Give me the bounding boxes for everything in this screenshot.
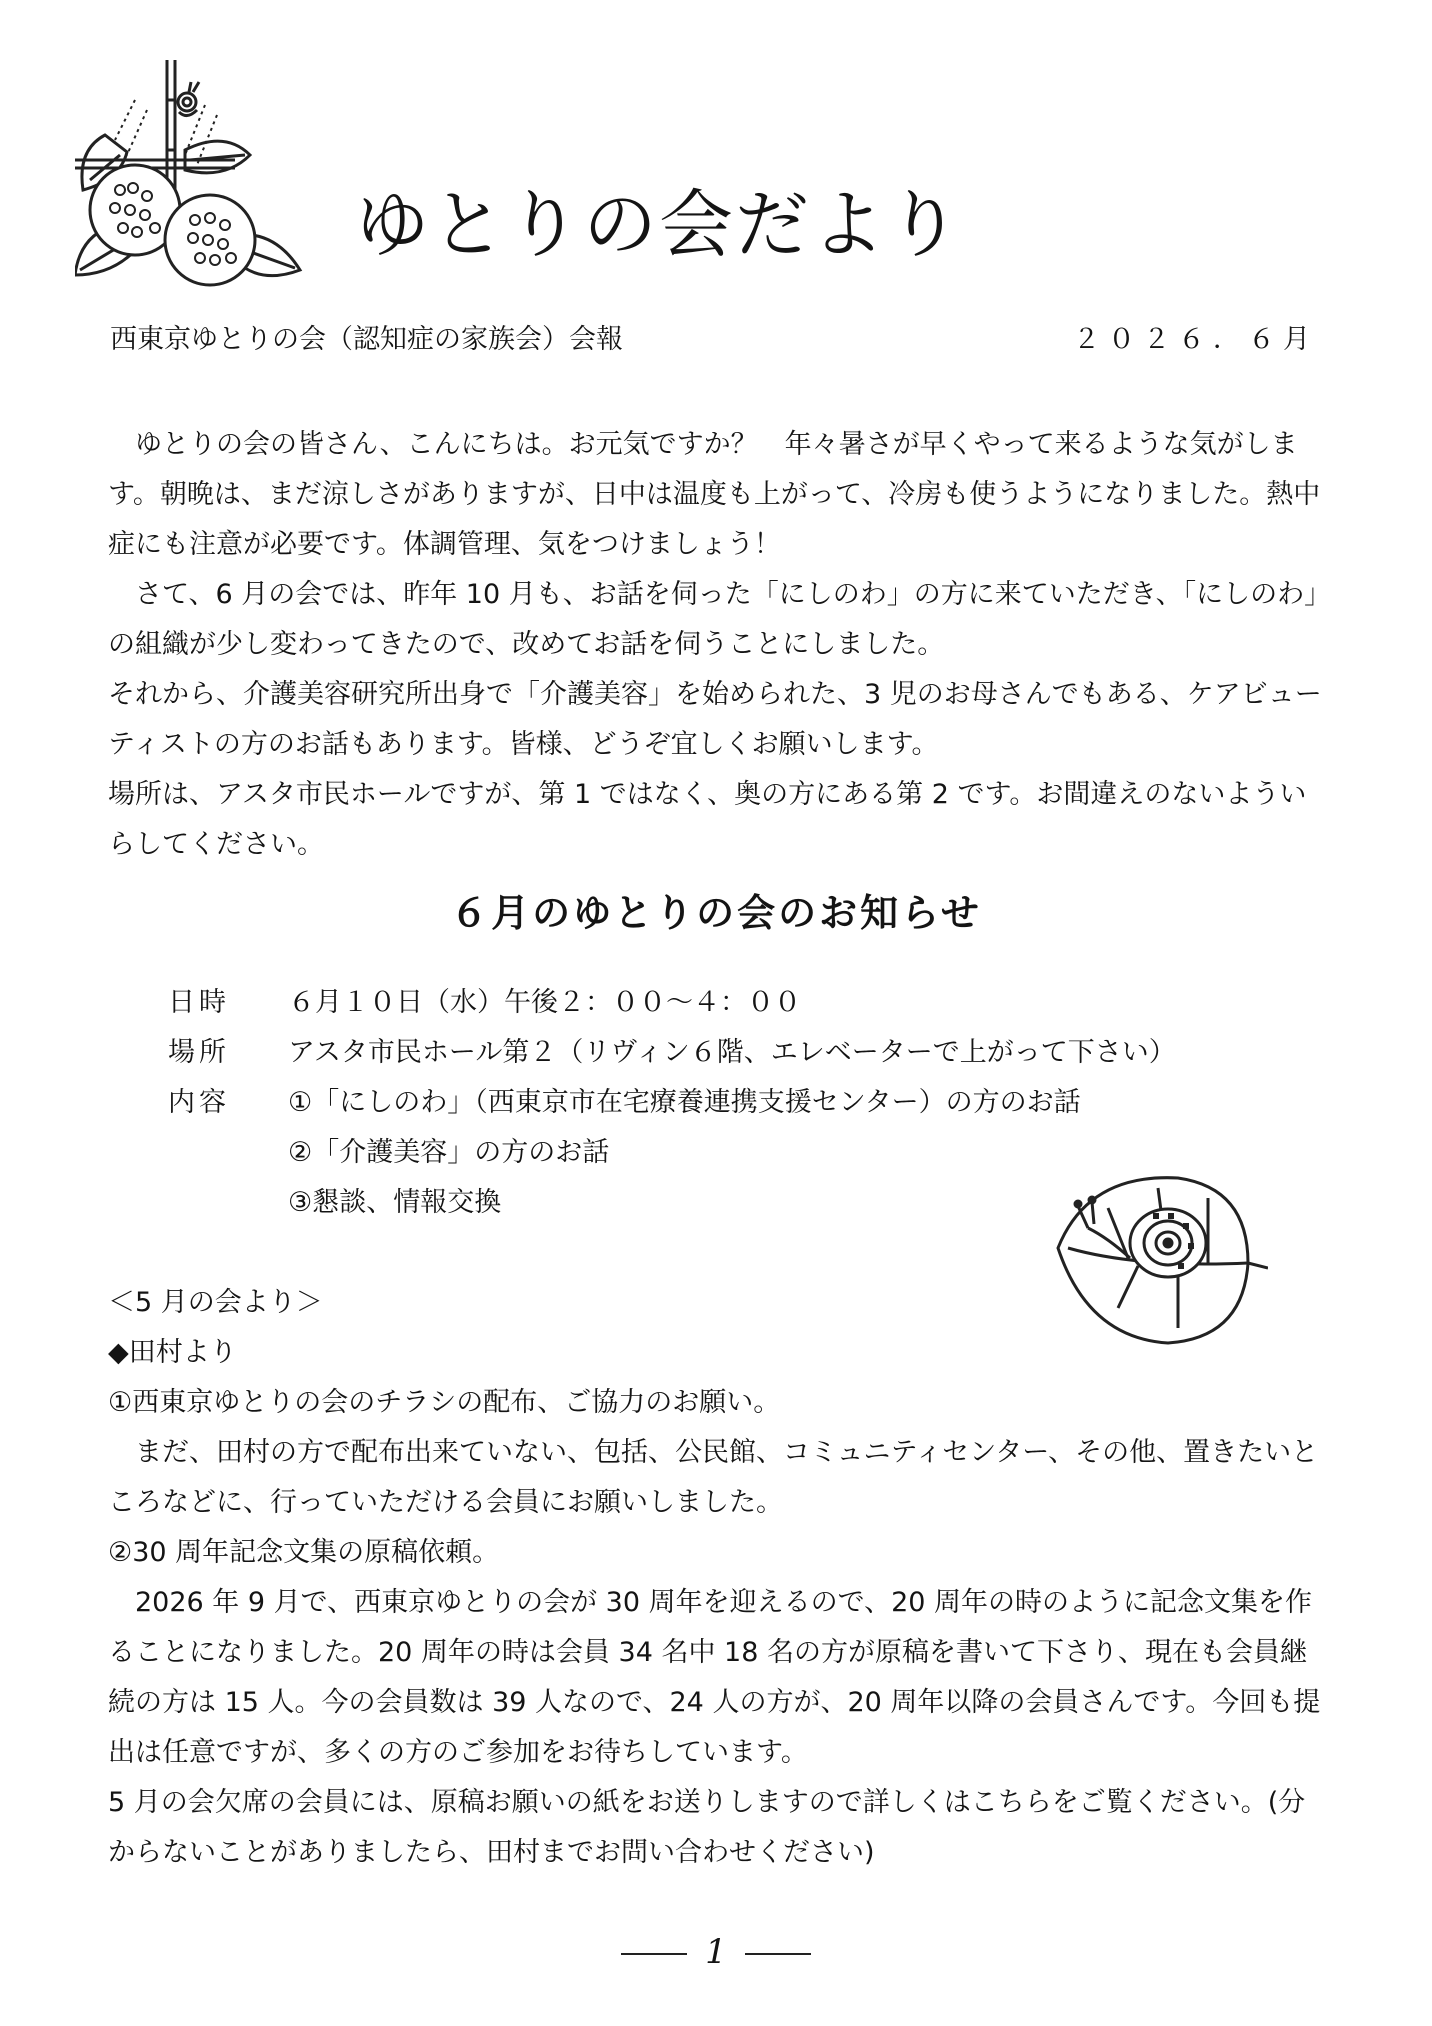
- event-content-item: ②「介護美容」の方のお話: [288, 1137, 610, 1168]
- event-content-item: ③懇談、情報交換: [288, 1187, 502, 1218]
- page-number-dash-left: [621, 1953, 687, 1955]
- intro-paragraph: ゆとりの会の皆さん、こんにちは。お元気ですか？ 年々暑さが早くやって来るような気がします。朝晩は、まだ涼しさがありますが、日中は温度も上がって、冷房も使うようになりました。熱中症にも注意が必要です。体調管理、気をつけましょう！: [108, 429, 1321, 560]
- event-content-label: 内容: [168, 1087, 230, 1118]
- may-report-heading: ＜5 月の会より＞: [108, 1287, 323, 1318]
- event-place-row: [168, 1028, 1176, 1078]
- event-place-value: アスタ市民ホール第２（リヴィン６階、エレベーターで上がって下さい）: [288, 1037, 1176, 1068]
- event-datetime-row: [168, 978, 1176, 1028]
- event-content-item: ①「にしのわ」（西東京市在宅療養連携支援センター）の方のお話: [288, 1087, 1081, 1118]
- newsletter-title: ゆとりの会だより: [355, 182, 963, 268]
- may-report-item-body: まだ、田村の方で配布出来ていない、包括、公民館、コミュニティセンター、その他、置きたいところなどに、行っていただける会員にお願いしました。: [108, 1437, 1319, 1518]
- newsletter-subtitle: 西東京ゆとりの会（認知症の家族会）会報: [110, 324, 623, 355]
- notice-heading: ６月のゆとりの会のお知らせ: [450, 891, 982, 935]
- intro-paragraph: 場所は、アスタ市民ホールですが、第 1 ではなく、奥の方にある第 2 です。お間違えのないよういらしてください。: [108, 779, 1307, 860]
- intro-paragraph: それから、介護美容研究所出身で「介護美容」を始められた、3 児のお母さんでもある、ケアビューティストの方のお話もあります。皆様、どうぞ宜しくお願いします。: [108, 679, 1322, 760]
- may-report-item-title: ①西東京ゆとりの会のチラシの配布、ご協力のお願い。: [108, 1387, 781, 1418]
- hydrangea-snail-illustration: [75, 60, 320, 290]
- event-content-row: [168, 1078, 1176, 1128]
- event-place-label: 場所: [168, 1037, 230, 1068]
- page-number-value: 1: [705, 1932, 727, 1972]
- may-report-item-title: ②30 周年記念文集の原稿依頼。: [108, 1537, 500, 1568]
- page-number: [0, 1932, 1432, 1972]
- event-datetime-label: 日時: [168, 987, 230, 1018]
- may-report-item-note: 5 月の会欠席の会員には、原稿お願いの紙をお送りしますので詳しくはこちらをご覧ください。(分からないことがありましたら、田村までお問い合わせください): [108, 1787, 1306, 1868]
- event-datetime-value: ６月１０日（水）午後２：００～４：００: [288, 987, 801, 1018]
- may-report-item-body: 2026 年 9 月で、西東京ゆとりの会が 30 周年を迎えるので、20 周年の時のように記念文集を作ることになりました。20 周年の時は会員 34 名中 18 名の方が原稿を書いて下さり、現在も会員継続の方は 15 人。今の会員数は 39 人なので、24 人の方が、20 周年以降の会員さんです。今回も提出は任意ですが、多くの方のご参加をお待ちしています。: [108, 1587, 1321, 1768]
- page-number-dash-right: [745, 1953, 811, 1955]
- intro-section: [108, 420, 1328, 870]
- issue-date: ２０２６．６月: [1073, 324, 1318, 355]
- may-report-from: ◆田村より: [108, 1337, 237, 1368]
- event-details: [168, 978, 1176, 1228]
- intro-paragraph: さて、6 月の会では、昨年 10 月も、お話を伺った「にしのわ」の方に来ていただき、「にしのわ」の組織が少し変わってきたので、改めてお話を伺うことにしました。: [108, 579, 1318, 660]
- may-report-section: [108, 1278, 1328, 1878]
